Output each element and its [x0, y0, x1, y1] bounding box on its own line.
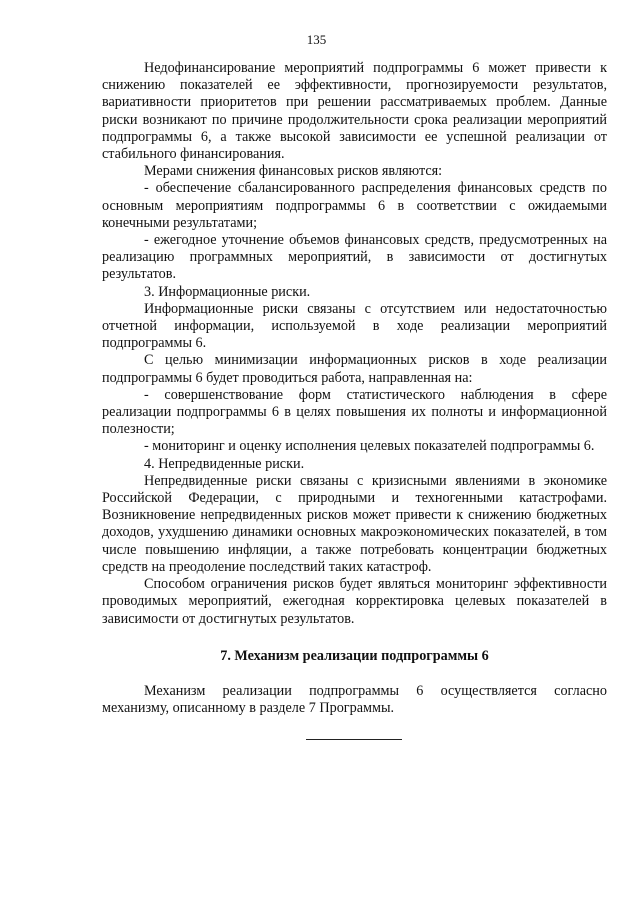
document-body: [102, 60, 607, 717]
paragraph-financial-measures-intro: Мерами снижения финансовых рисков являются:: [144, 163, 443, 180]
paragraph-risk-limitation: Способом ограничения рисков будет являться мониторинг эффективности проводимых мероприятий, ежегодная корректировка целевых показателей в зависимости от достигнутых результатов.: [102, 576, 607, 627]
subheading-information-risks: 3. Информационные риски.: [144, 283, 311, 300]
paragraph-information-risks: Информационные риски связаны с отсутствием или недостаточностью отчетной информации, используемой в ходе реализации мероприятий подпрограммы 6.: [102, 300, 607, 352]
list-item-annual-clarification: - ежегодное уточнение объемов финансовых средств, предусмотренных на реализацию программных мероприятий, в зависимости от достигнутых результатов.: [102, 232, 607, 283]
list-item-monitoring: - мониторинг и оценку исполнения целевых показателей подпрограммы 6.: [144, 438, 595, 455]
page-number: 135: [306, 32, 327, 47]
paragraph-minimization-intro: С целью минимизации информационных рисков в ходе реализации подпрограммы 6 будет проводиться работа, направленная на:: [102, 352, 607, 386]
subheading-unforeseen-risks: 4. Непредвиденные риски.: [144, 455, 305, 472]
section-heading: 7. Механизм реализации подпрограммы 6: [220, 647, 489, 664]
paragraph-underfunding: Недофинансирование мероприятий подпрограммы 6 может привести к снижению показателей ее эффективности, прогнозируемости результатов, вариативности приоритетов при решении рассматриваемых проблем. Данные риски возникают по причине продолжительности срока реализации мероприятий подпрограммы 6, а также высокой зависимости ее успешной реализации от стабильного финансирования.: [102, 60, 607, 163]
list-item-statistical-forms: - совершенствование форм статистического наблюдения в сфере реализации подпрограммы 6 в целях повышения их полноты и информационной полезности;: [102, 386, 607, 438]
list-item-balanced-distribution: - обеспечение сбалансированного распределения финансовых средств по основным мероприятиям подпрограммы 6 в соответствии с ожидаемыми конечными результатами;: [102, 180, 607, 231]
end-rule: [306, 739, 402, 740]
paragraph-mechanism: Механизм реализации подпрограммы 6 осуществляется согласно механизму, описанному в разделе 7 Программы.: [102, 682, 607, 717]
paragraph-unforeseen-risks: Непредвиденные риски связаны с кризисными явлениями в экономике Российской Федерации, с природными и техногенными катастрофами. Возникновение непредвиденных рисков может привести к снижению бюджетных доходов, ухудшению динамики основных макроэкономических показателей, в том числе повышению инфляции, а также потребовать концентрации бюджетных средств на преодоление последствий таких катастроф.: [102, 472, 607, 575]
